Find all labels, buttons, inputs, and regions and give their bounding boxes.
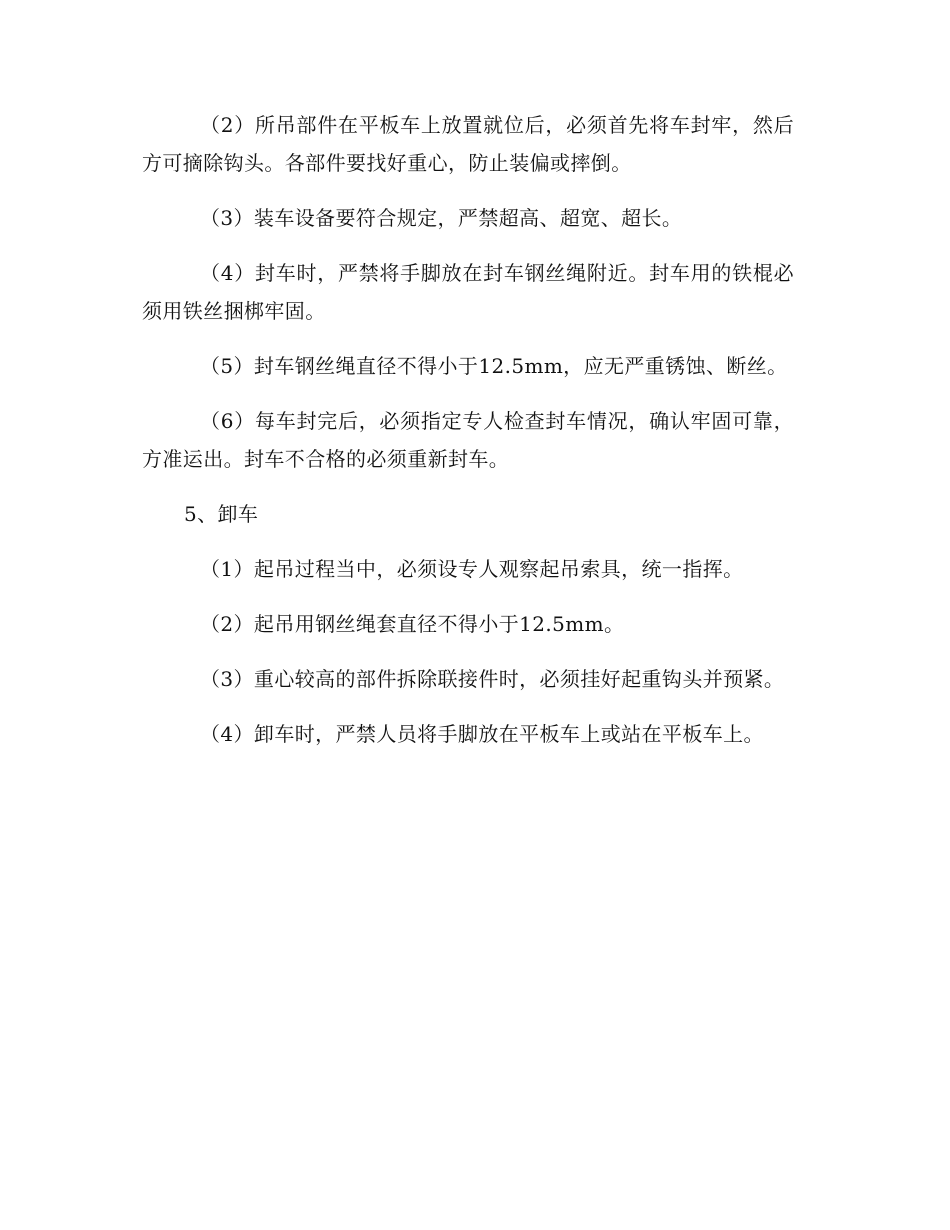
paragraph-loading-6: （6）每车封完后，必须指定专人检查封车情况，确认牢固可靠，方准运出。封车不合格的必须重新封车。 xyxy=(142,409,794,471)
paragraph-unloading-3: （3）重心较高的部件拆除联接件时，必须挂好起重钩头并预紧。 xyxy=(200,667,785,691)
paragraph-loading-2: （2）所吊部件在平板车上放置就位后，必须首先将车封牢，然后方可摘除钩头。各部件要找好重心，防止装偏或摔倒。 xyxy=(142,113,794,175)
paragraph-unloading-4: （4）卸车时，严禁人员将手脚放在平板车上或站在平板车上。 xyxy=(200,722,764,746)
paragraph-loading-4: （4）封车时，严禁将手脚放在封车钢丝绳附近。封车用的铁棍必须用铁丝捆梆牢固。 xyxy=(142,261,794,323)
section-heading-unloading: 5、卸车 xyxy=(184,502,259,526)
paragraph-loading-3: （3）装车设备要符合规定，严禁超高、超宽、超长。 xyxy=(200,206,683,230)
paragraph-unloading-2: （2）起吊用钢丝绳套直径不得小于12.5mm。 xyxy=(200,612,625,636)
document-body xyxy=(142,106,794,770)
paragraph-unloading-1: （1）起吊过程当中，必须设专人观察起吊索具，统一指挥。 xyxy=(200,557,744,581)
paragraph-loading-5: （5）封车钢丝绳直径不得小于12.5mm，应无严重锈蚀、断丝。 xyxy=(200,354,788,378)
